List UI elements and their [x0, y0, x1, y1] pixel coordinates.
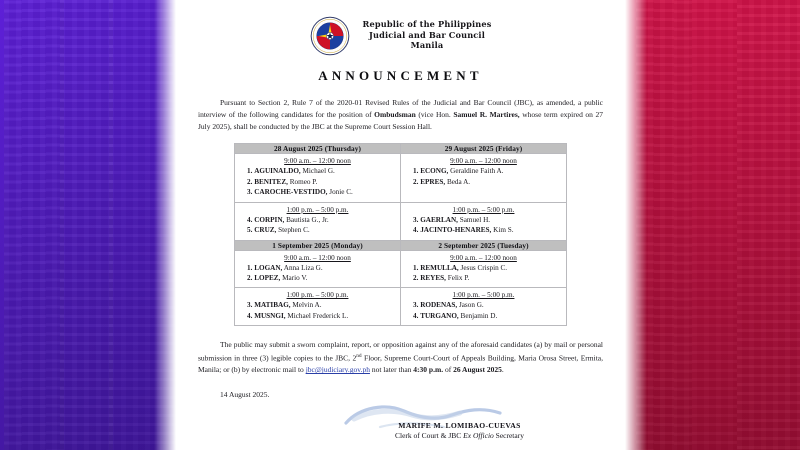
signatory-title [316, 431, 603, 440]
page-title: ANNOUNCEMENT [318, 68, 483, 83]
candidate-surname: CRUZ, [254, 226, 277, 235]
candidate-row [405, 300, 562, 310]
candidate-number: 4. [247, 215, 253, 224]
day-header-0: 28 August 2025 (Thursday) [235, 144, 401, 154]
candidate-given-name: Jason G. [458, 301, 484, 310]
letterhead [198, 10, 603, 56]
candidate-row [405, 311, 562, 321]
schedule-cell-1-afternoon [401, 202, 567, 240]
candidate-given-name: Benjamin D. [460, 311, 498, 320]
candidate-number: 3. [413, 301, 419, 310]
notice-part-1: The public may submit a sworn complaint, report, or opposition against any of the aforesaid candidates (a) by mail or personal submission in three (3) legible copies to the JBC, 2 [198, 340, 603, 362]
candidate-row [239, 166, 396, 176]
session-time: 1:00 p.m. – 5:00 p.m. [286, 291, 349, 300]
candidate-given-name: Felix P. [447, 274, 470, 283]
title-ex-officio: Ex Officio [463, 431, 494, 441]
candidate-number: 2. [413, 274, 419, 283]
candidate-number: 3. [247, 188, 253, 197]
organization-lines [363, 16, 492, 51]
email-link[interactable]: jbc@judiciary.gov.ph [305, 365, 370, 375]
notice-part-2: Floor, Supreme Court-Court of Appeals Building, Maria Orosa Street, Ermita, Manila; or (b) by electronic mail to [198, 353, 603, 375]
deadline-date: 26 August 2025 [453, 365, 502, 375]
schedule-afternoon-row-2 [235, 288, 567, 326]
candidate-row [239, 263, 396, 273]
session-time: 9:00 a.m. – 12:00 noon [284, 157, 351, 166]
issue-date: 14 August 2025. [220, 390, 270, 400]
day-header-3: 2 September 2025 (Tuesday) [401, 240, 567, 250]
candidate-surname: RODENAS, [420, 301, 458, 310]
candidate-number: 1. [413, 167, 419, 176]
candidate-given-name: Samuel H. [459, 215, 491, 224]
candidate-given-name: Anna Liza G. [283, 263, 323, 272]
candidate-row [239, 273, 396, 283]
candidate-surname: ECONG, [420, 167, 449, 176]
announcement-document [176, 0, 625, 450]
candidate-given-name: Beda A. [446, 177, 471, 186]
signatory-name: MARIFE M. LOMIBAO-CUEVAS [398, 421, 521, 431]
schedule-morning-row-2 [235, 250, 567, 288]
left-edge-fade [154, 0, 176, 450]
candidate-surname: LOPEZ, [254, 274, 281, 283]
candidate-surname: EPRES, [420, 177, 446, 186]
candidate-number: 5. [247, 226, 253, 235]
candidate-row [239, 311, 396, 321]
candidate-row [239, 187, 396, 197]
schedule-morning-row-1 [235, 154, 567, 202]
candidate-surname: MUSNGI, [254, 311, 286, 320]
right-edge-fade [625, 0, 647, 450]
candidate-number: 2. [247, 177, 253, 186]
notice-part-3: not later than [369, 365, 414, 375]
candidate-given-name: Jesus Crispin C. [460, 263, 508, 272]
candidate-given-name: Bautista G., Jr. [286, 215, 329, 224]
notice-part-4: of [443, 365, 454, 375]
position-name: Ombudsman [374, 110, 416, 120]
intro-part-2: (vice Hon. [415, 110, 454, 120]
candidate-row [239, 215, 396, 225]
candidate-given-name: Stephen C. [278, 226, 310, 235]
candidate-given-name: Geraldine Faith A. [450, 167, 504, 176]
candidate-number: 4. [413, 311, 419, 320]
interview-schedule-table [234, 143, 567, 326]
schedule-cell-0-morning [235, 154, 401, 202]
candidate-surname: CORPIN, [254, 215, 285, 224]
candidate-given-name: Michael Frederick L. [287, 311, 349, 320]
letterhead-line-council: Judicial and Bar Council [369, 29, 485, 40]
day-header-1: 29 August 2025 (Friday) [401, 144, 567, 154]
candidate-given-name: Michael G. [302, 167, 335, 176]
floor-ordinal: nd [356, 352, 362, 359]
candidate-number: 1. [247, 263, 253, 272]
candidate-surname: GAERLAN, [420, 215, 458, 224]
candidate-number: 4. [413, 226, 419, 235]
title-suffix: Secretary [493, 431, 524, 441]
jbc-seal-icon [310, 16, 350, 56]
candidate-given-name: Romeo P. [289, 177, 318, 186]
session-time: 1:00 p.m. – 5:00 p.m. [286, 205, 349, 214]
candidate-row [239, 225, 396, 235]
schedule-header-row-2 [235, 240, 567, 250]
candidate-number: 3. [247, 301, 253, 310]
candidate-row [405, 215, 562, 225]
candidate-row [239, 300, 396, 310]
right-vignette [625, 0, 800, 450]
notice-paragraph [198, 339, 603, 376]
candidate-surname: CAROCHE-VESTIDO, [254, 188, 328, 197]
candidate-surname: REMULLA, [420, 263, 459, 272]
intro-part-3: whose term expired on 27 July 2025), shall be conducted by the JBC at the Supreme Court Session Hall. [198, 110, 604, 132]
background-right-panel [625, 0, 800, 450]
notice-part-5: . [501, 365, 504, 375]
candidate-number: 2. [247, 274, 253, 283]
background-left-panel [0, 0, 176, 450]
schedule-header-row-1 [235, 144, 567, 154]
candidate-surname: REYES, [420, 274, 446, 283]
candidate-number: 1. [247, 167, 253, 176]
candidate-surname: MATIBAG, [254, 301, 291, 310]
candidate-surname: AGUINALDO, [254, 167, 301, 176]
candidate-number: 3. [413, 215, 419, 224]
title-prefix: Clerk of Court & JBC [395, 431, 464, 441]
schedule-cell-0-afternoon [235, 202, 401, 240]
day-header-2: 1 September 2025 (Monday) [235, 240, 401, 250]
candidate-surname: TURGANO, [420, 311, 459, 320]
candidate-number: 4. [247, 311, 253, 320]
candidate-surname: BENITEZ, [254, 177, 288, 186]
schedule-cell-3-afternoon [401, 288, 567, 326]
candidate-row [405, 177, 562, 187]
candidate-surname: JACINTO-HENARES, [420, 226, 492, 235]
session-time: 9:00 a.m. – 12:00 noon [284, 253, 351, 262]
schedule-cell-3-morning [401, 250, 567, 288]
session-time: 1:00 p.m. – 5:00 p.m. [452, 291, 515, 300]
letterhead-line-republic: Republic of the Philippines [362, 19, 492, 29]
signature-block [198, 421, 603, 440]
schedule-cell-2-afternoon [235, 288, 401, 326]
session-time: 9:00 a.m. – 12:00 noon [450, 253, 517, 262]
candidate-number: 1. [413, 263, 419, 272]
intro-paragraph [198, 97, 603, 133]
schedule-cell-1-morning [401, 154, 567, 202]
candidate-given-name: Mario V. [282, 274, 308, 283]
session-time: 9:00 a.m. – 12:00 noon [450, 157, 517, 166]
deadline-time: 4:30 p.m. [413, 365, 444, 375]
candidate-row [405, 225, 562, 235]
candidate-surname: LOGAN, [254, 263, 283, 272]
schedule-afternoon-row-1 [235, 202, 567, 240]
intro-part-1: Pursuant to Section 2, Rule 7 of the 2020-01 Revised Rules of the Judicial and Bar Council (JBC), as amended, a public interview of the following candidates for the position of [198, 98, 603, 120]
candidate-given-name: Melvin A. [292, 301, 322, 310]
candidate-given-name: Kim S. [493, 226, 514, 235]
candidate-number: 2. [413, 177, 419, 186]
candidate-given-name: Jonie C. [329, 188, 353, 197]
left-vignette [0, 0, 176, 450]
candidate-row [405, 166, 562, 176]
candidate-row [405, 273, 562, 283]
incumbent-name: Samuel R. Martires, [453, 110, 520, 120]
candidate-row [405, 263, 562, 273]
session-time: 1:00 p.m. – 5:00 p.m. [452, 205, 515, 214]
letterhead-line-city: Manila [410, 40, 444, 50]
schedule-cell-2-morning [235, 250, 401, 288]
candidate-row [239, 177, 396, 187]
